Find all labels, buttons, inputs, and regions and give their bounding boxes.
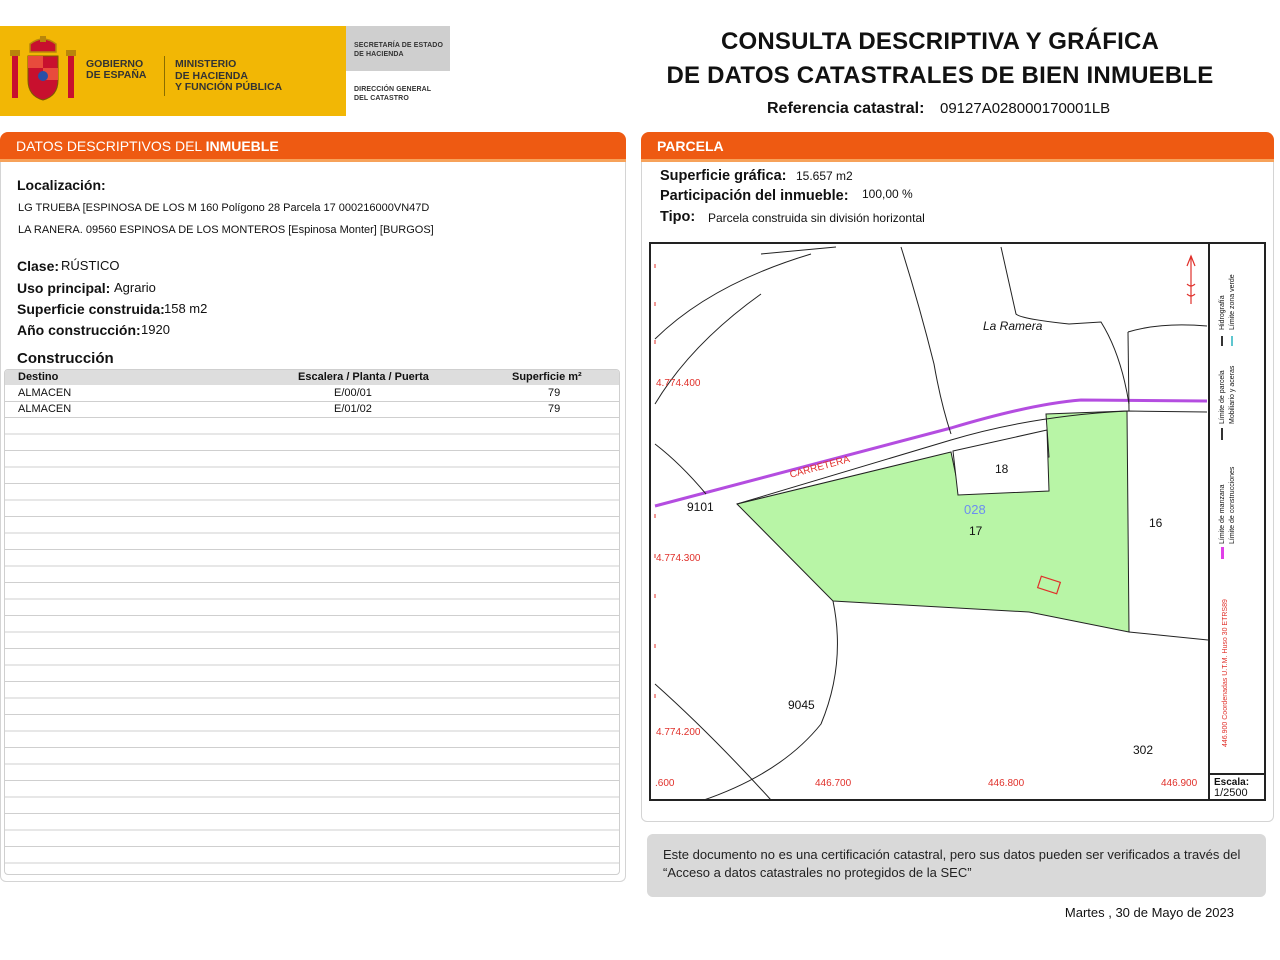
secretaria-block [346,26,450,116]
table-header [5,370,619,385]
scale-box [1208,773,1266,801]
x-coord-label: 446.900 [1161,778,1198,789]
map-label-302: 302 [1133,743,1154,757]
document-title-line1: CONSULTA DESCRIPTIVA Y GRÁFICA [720,28,1160,55]
superficie-construida-label: Superficie construida: [17,301,165,317]
x-coord-label: .600 [655,778,675,789]
referencia-catastral-label: Referencia catastral: [767,100,925,117]
address-line-2: LA RANERA. 09560 ESPINOSA DE LOS MONTEROS [Espinosa Monter] [BURGOS] [18,224,434,236]
anio-construccion-value: 1920 [141,322,170,337]
map-label-9101: 9101 [687,500,714,514]
secretaria-text: SECRETARÍA DE ESTADO DE HACIENDA [354,42,443,58]
map-label-17: 17 [969,524,983,538]
cell-destino: ALMACEN [18,387,72,399]
map-label-16: 16 [1149,516,1163,530]
document-title-line2: DE DATOS CATASTRALES DE BIEN INMUEBLE [666,62,1214,89]
cell-escalera: E/01/02 [334,403,372,415]
clase-label: Clase: [17,258,60,274]
gobierno-logo-block [0,26,346,116]
construccion-table [4,369,620,875]
x-coord-label: 446.800 [988,778,1025,789]
legend-limite-parcela: Límite de parcela [1219,370,1226,424]
coat-of-arms-icon [10,36,76,106]
participacion-value: 100,00 % [862,187,913,201]
scale-label: Escala: [1214,777,1250,788]
cell-superficie: 79 [548,403,561,415]
x-coord-label: 446.700 [815,778,852,789]
logo-divider [164,56,165,96]
clase-value: RÚSTICO [61,258,120,273]
uso-principal-value: Agrario [114,280,156,295]
document-date: Martes , 30 de Mayo de 2023 [1064,905,1234,920]
cell-destino: ALMACEN [18,403,72,415]
direccion-catastro-text: DIRECCIÓN GENERAL DEL CATASTRO [354,86,432,102]
map-legend [1208,244,1266,773]
legend-coordinates-note: 446.900 Coordenadas U.T.M. Huso 30 ETRS89 [1222,599,1229,747]
map-label-028: 028 [964,502,986,517]
localizacion-label: Localización: [17,177,106,193]
tipo-value: Parcela construida sin división horizontal [708,211,925,225]
construccion-heading: Construcción [17,350,114,367]
legend-limite-construcciones: Límite de construcciones [1229,466,1236,544]
col-superficie: Superficie m² [512,371,582,383]
datos-descriptivos-header: DATOS DESCRIPTIVOS DEL INMUEBLE [0,132,626,162]
col-destino: Destino [18,371,59,383]
cell-superficie: 79 [548,387,561,399]
y-coord-label: 4.774.400 [656,378,701,389]
road-label: CARRETERA [788,454,852,481]
legend-limite-manzana: Límite de manzana [1219,484,1226,544]
table-row [5,386,619,402]
legend-hidrografia: Hidrografía [1219,295,1226,330]
ministerio-text: MINISTERIO DE HACIENDA Y FUNCIÓN PÚBLICA [175,58,283,93]
cadastral-map [649,242,1266,801]
place-name-label: La Ramera [983,319,1043,333]
legend-zona-verde: Límite zona verde [1229,274,1236,330]
gobierno-espana-text: GOBIERNO DE ESPAÑA [86,58,147,81]
anio-construccion-label: Año construcción: [17,322,141,338]
map-canvas [651,244,1208,801]
cell-escalera: E/00/01 [334,387,372,399]
disclaimer-notice: Este documento no es una certificación catastral, pero sus datos pueden ser verificados a través del “Acceso a datos catastrales no protegidos de la SEC” [647,834,1266,897]
address-line-1: LG TRUEBA [ESPINOSA DE LOS M 160 Polígono 28 Parcela 17 000216000VN47D [18,202,430,214]
y-coord-label: 4.774.300 [656,553,701,564]
col-escalera: Escalera / Planta / Puerta [298,371,429,383]
legend-mobiliario: Mobiliario y aceras [1229,365,1236,424]
map-label-9045: 9045 [788,698,815,712]
parcel-17-area [737,411,1129,632]
y-coord-label: 4.774.200 [656,727,701,738]
superficie-construida-value: 158 m2 [164,301,208,316]
participacion-label: Participación del inmueble: [660,188,849,204]
parcela-header: PARCELA [641,132,1274,162]
referencia-catastral-value: 09127A028000170001LB [940,100,1111,117]
uso-principal-label: Uso principal: [17,280,111,296]
superficie-grafica-label: Superficie gráfica: [660,168,787,184]
empty-table-rows [5,418,619,875]
scale-value: 1/2500 [1214,787,1248,799]
tipo-label: Tipo: [660,209,696,225]
north-arrow-icon [1187,256,1195,304]
superficie-grafica-value: 15.657 m2 [796,169,853,183]
map-label-18: 18 [995,462,1009,476]
table-row [5,402,619,418]
